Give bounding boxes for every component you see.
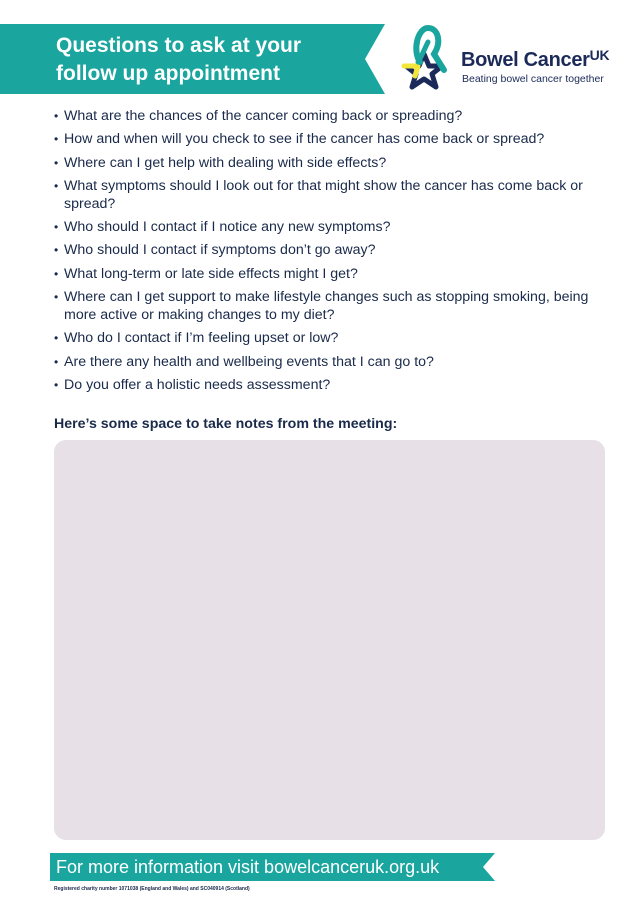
logo-tagline: Beating bowel cancer together: [462, 73, 604, 85]
notes-area[interactable]: [54, 440, 605, 840]
list-item: [54, 154, 614, 172]
list-item: [54, 107, 614, 125]
bowel-cancer-uk-logo: [398, 20, 628, 96]
question-text: What long-term or late side effects might I get?: [64, 265, 358, 282]
question-text: Who should I contact if symptoms don’t go away?: [64, 242, 376, 259]
question-text: What are the chances of the cancer coming back or spreading?: [64, 108, 463, 124]
ribbon-star-icon: [398, 20, 460, 96]
question-text: Where can I get help with dealing with side effects?: [64, 154, 387, 171]
question-text: Are there any health and wellbeing events that I can go to?: [64, 353, 434, 370]
list-item: [54, 376, 614, 394]
page-title-line-1: Questions to ask at your: [56, 34, 302, 57]
bullet: •: [54, 220, 59, 235]
question-text: What symptoms should I look out for that might show the cancer has come back or spread?: [64, 177, 583, 212]
bullet: •: [54, 266, 59, 281]
bullet: •: [54, 132, 59, 147]
list-item: [54, 130, 614, 148]
footer-banner: [50, 853, 495, 881]
bullet: •: [54, 178, 59, 193]
list-item: [54, 353, 614, 371]
question-text: Who do I contact if I’m feeling upset or low?: [64, 330, 339, 347]
list-item: [54, 177, 614, 213]
bullet: •: [54, 155, 59, 170]
bullet: •: [54, 354, 59, 369]
list-item: [54, 218, 614, 236]
bullet: •: [54, 109, 59, 123]
page-title: [56, 32, 356, 88]
question-text: Who should I contact if I notice any new symptoms?: [64, 219, 391, 236]
page-title-line-2: follow up appointment: [56, 62, 280, 85]
footer-link-text[interactable]: For more information visit bowelcanceruk.org.uk: [56, 857, 440, 877]
question-text: How and when will you check to see if the cancer has come back or spread?: [64, 131, 545, 148]
notes-label: Here’s some space to take notes from the meeting:: [54, 416, 398, 432]
bullet: •: [54, 331, 59, 346]
question-text: Where can I get support to make lifestyle changes such as stopping smoking, being more active or making changes to my diet?: [64, 289, 589, 324]
bullet: •: [54, 243, 59, 258]
list-item: [54, 329, 614, 347]
logo-name-suffix: UK: [589, 47, 610, 63]
question-text: Do you offer a holistic needs assessment?: [64, 376, 331, 393]
questions-list: [54, 107, 614, 399]
list-item: [54, 265, 614, 283]
charity-number-note: Registered charity number 1071038 (England and Wales) and SC040914 (Scotland): [54, 886, 250, 892]
list-item: [54, 241, 614, 259]
bullet: •: [54, 377, 59, 392]
logo-name: [461, 49, 609, 72]
bullet: •: [54, 290, 59, 305]
logo-name-text: Bowel Cancer: [461, 49, 590, 71]
list-item: [54, 288, 614, 324]
